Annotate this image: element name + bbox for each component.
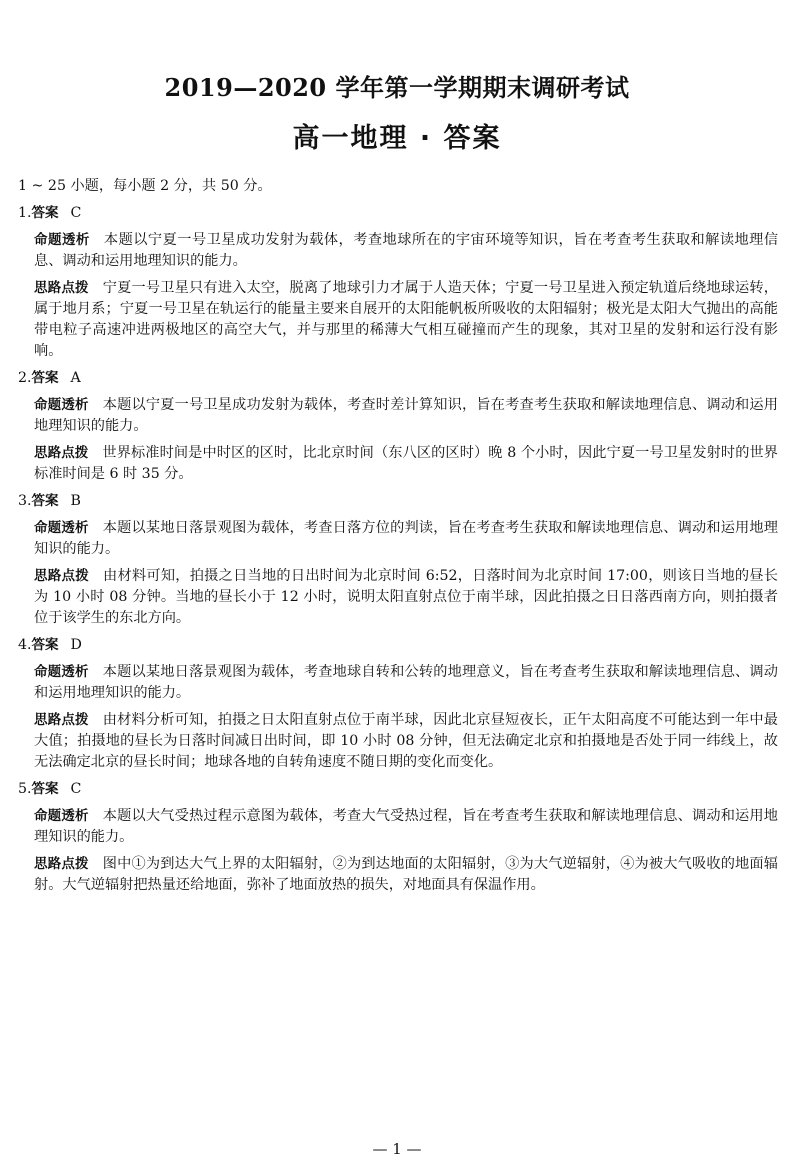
page-title: 2019—2020 学年第一学期期末调研考试: [164, 73, 630, 102]
answer-label: 答案: [31, 637, 59, 653]
hint-label: 思路点拨: [34, 568, 90, 584]
answer-line: [18, 779, 778, 800]
analysis-paragraph: [18, 662, 778, 704]
answer-value: C: [70, 781, 82, 797]
analysis-paragraph: [18, 518, 778, 560]
hint-text: 图中①为到达大气上界的太阳辐射，②为到达地面的太阳辐射，③为大气逆辐射，④为被大气吸收的地面辐射。大气逆辐射把热量还给地面，弥补了地面放热的损失，对地面具有保温作用。: [34, 856, 778, 893]
analysis-label: 命题透析: [34, 664, 89, 680]
hint-text: 宁夏一号卫星只有进入太空，脱离了地球引力才属于人造天体；宁夏一号卫星进入预定轨道后绕地球运转，属于地月系；宁夏一号卫星在轨运行的能量主要来自展开的太阳能帆板所吸收的太阳辐射；极光是太阳大气抛出的高能带电粒子高速冲进两极地区的高空大气，并与那里的稀薄大气相互碰撞而产生的现象，其对卫星的发射和运行没有影响。: [34, 280, 778, 359]
question-number: 5.: [18, 781, 32, 797]
hint-paragraph: [18, 566, 778, 629]
hint-text: 世界标准时间是中时区的区时，比北京时间（东八区的区时）晚 8 个小时，因此宁夏一号卫星发射时的世界标准时间是 6 时 35 分。: [34, 445, 778, 482]
answer-line: [18, 491, 778, 512]
analysis-label: 命题透析: [34, 808, 89, 824]
analysis-text: 本题以宁夏一号卫星成功发射为载体，考查时差计算知识，旨在考查考生获取和解读地理信息、调动和运用地理知识的能力。: [34, 397, 778, 434]
analysis-text: 本题以某地日落景观图为载体，考查日落方位的判读，旨在考查考生获取和解读地理信息、调动和运用地理知识的能力。: [34, 520, 778, 557]
answer-label: 答案: [31, 493, 59, 509]
question-item: [18, 368, 778, 485]
answer-value: A: [70, 370, 81, 386]
analysis-paragraph: [18, 230, 778, 272]
analysis-label: 命题透析: [34, 232, 90, 248]
hint-label: 思路点拨: [34, 856, 89, 872]
answer-value: C: [70, 205, 82, 221]
hint-label: 思路点拨: [34, 280, 89, 296]
answer-value: D: [70, 637, 82, 653]
question-item: [18, 779, 778, 896]
answer-line: [18, 203, 778, 224]
hint-label: 思路点拨: [34, 712, 89, 728]
hint-text: 由材料分析可知，拍摄之日太阳直射点位于南半球，因此北京昼短夜长，正午太阳高度不可能达到一年中最大值；拍摄地的昼长为日落时间减日出时间，即 10 小时 08 分钟，但无法确定北京和拍摄地是否处于同一纬线上，故无法确定北京的昼长时间；地球各地的自转角速度不随日期的变化而变化。: [34, 712, 778, 770]
question-item: [18, 491, 778, 629]
analysis-text: 本题以某地日落景观图为载体，考查地球自转和公转的地理意义，旨在考查考生获取和解读地理信息、调动和运用地理知识的能力。: [34, 664, 778, 701]
analysis-label: 命题透析: [34, 520, 89, 536]
answer-value: B: [70, 493, 81, 509]
hint-text: 由材料可知，拍摄之日当地的日出时间为北京时间 6:52，日落时间为北京时间 17:00，则该日当地的昼长为 10 小时 08 分钟。当地的昼长小于 12 小时，说明太阳直射点位于南半球，因此拍摄之日日落西南方向，则拍摄者位于该学生的东北方向。: [34, 568, 778, 626]
question-list: [18, 203, 778, 896]
analysis-paragraph: [18, 395, 778, 437]
question-item: [18, 635, 778, 773]
hint-label: 思路点拨: [34, 445, 89, 461]
section-intro: 1 ~ 25 小题，每小题 2 分，共 50 分。: [18, 178, 272, 194]
question-number: 3.: [18, 493, 32, 509]
page-subtitle: 高一地理 · 答案: [292, 123, 502, 154]
answer-label: 答案: [31, 370, 59, 386]
analysis-text: 本题以大气受热过程示意图为载体，考查大气受热过程，旨在考查考生获取和解读地理信息、调动和运用地理知识的能力。: [34, 808, 778, 845]
hint-paragraph: [18, 710, 778, 773]
question-number: 2.: [18, 370, 32, 386]
question-number: 1.: [18, 205, 32, 221]
answer-line: [18, 635, 778, 656]
answer-label: 答案: [31, 781, 59, 797]
page-number: — 1 —: [372, 1140, 422, 1158]
hint-paragraph: [18, 278, 778, 362]
analysis-label: 命题透析: [34, 397, 89, 413]
analysis-paragraph: [18, 806, 778, 848]
hint-paragraph: [18, 854, 778, 896]
answer-label: 答案: [31, 205, 59, 221]
analysis-text: 本题以宁夏一号卫星成功发射为载体，考查地球所在的宇宙环境等知识，旨在考查考生获取和解读地理信息、调动和运用地理知识的能力。: [34, 232, 779, 269]
question-item: [18, 203, 778, 362]
hint-paragraph: [18, 443, 778, 485]
answer-line: [18, 368, 778, 389]
question-number: 4.: [18, 637, 32, 653]
answer-content: [18, 176, 778, 902]
